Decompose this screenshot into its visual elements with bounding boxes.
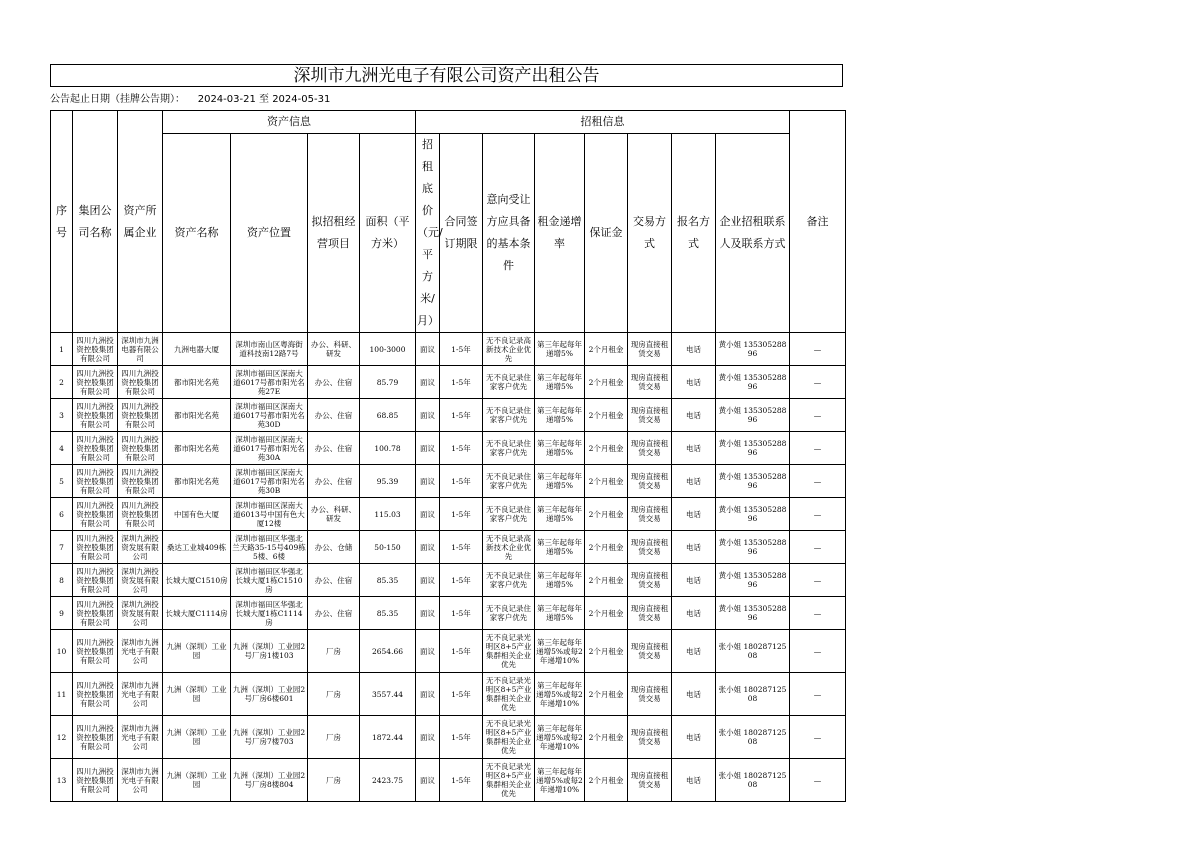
table-row	[51, 759, 846, 802]
table-row	[51, 399, 846, 432]
row-company: 深圳市九洲光电子有限公司	[118, 759, 163, 802]
row-remark: —	[790, 333, 846, 366]
row-company: 深圳九洲投资发展有限公司	[118, 597, 163, 630]
table-row	[51, 630, 846, 673]
row-conditions: 无不良记录住家客户优先	[483, 399, 535, 432]
row-contact: 黄小姐 13530528896	[716, 465, 790, 498]
row-company: 深圳市九洲光电子有限公司	[118, 673, 163, 716]
row-remark: —	[790, 630, 846, 673]
row-contact: 张小姐 18028712508	[716, 630, 790, 673]
row-deposit: 2个月租金	[585, 531, 628, 564]
row-location: 深圳市福田区深南大道6017号都市阳光名苑30D	[231, 399, 308, 432]
row-location: 深圳市福田区深南大道6017号都市阳光名苑30B	[231, 465, 308, 498]
row-signup: 电话	[672, 432, 716, 465]
row-area: 100-3000	[360, 333, 416, 366]
row-remark: —	[790, 564, 846, 597]
row-term: 1-5年	[440, 673, 483, 716]
header-area: 面积（平方米）	[360, 134, 416, 333]
row-term: 1-5年	[440, 399, 483, 432]
row-seq: 3	[51, 399, 73, 432]
table-row	[51, 564, 846, 597]
row-contact: 张小姐 18028712508	[716, 716, 790, 759]
row-company: 四川九洲投资控股集团有限公司	[118, 465, 163, 498]
row-deposit: 2个月租金	[585, 630, 628, 673]
row-deposit: 2个月租金	[585, 432, 628, 465]
row-group: 四川九洲投资控股集团有限公司	[73, 564, 118, 597]
row-contact: 黄小姐 13530528896	[716, 564, 790, 597]
row-deposit: 2个月租金	[585, 498, 628, 531]
row-seq: 11	[51, 673, 73, 716]
row-contact: 黄小姐 13530528896	[716, 597, 790, 630]
row-base-price: 面议	[416, 531, 440, 564]
row-contact: 张小姐 18028712508	[716, 673, 790, 716]
row-deposit: 2个月租金	[585, 759, 628, 802]
row-base-price: 面议	[416, 630, 440, 673]
row-trade: 现房直接租赁交易	[628, 432, 672, 465]
row-area: 95.39	[360, 465, 416, 498]
row-group: 四川九洲投资控股集团有限公司	[73, 759, 118, 802]
row-trade: 现房直接租赁交易	[628, 333, 672, 366]
row-location: 深圳市福田区深南大道6013号中国有色大厦12楼	[231, 498, 308, 531]
row-seq: 9	[51, 597, 73, 630]
row-location: 深圳市福田区华强北长城大厦1栋C1114房	[231, 597, 308, 630]
row-usage: 办公、仓储	[308, 531, 360, 564]
row-term: 1-5年	[440, 564, 483, 597]
row-area: 1872.44	[360, 716, 416, 759]
row-signup: 电话	[672, 759, 716, 802]
row-remark: —	[790, 399, 846, 432]
row-signup: 电话	[672, 630, 716, 673]
table-row	[51, 465, 846, 498]
row-increase: 第三年起每年递增5%	[535, 432, 585, 465]
row-area: 2423.75	[360, 759, 416, 802]
row-remark: —	[790, 673, 846, 716]
table-row	[51, 597, 846, 630]
header-lease-info: 招租信息	[416, 111, 790, 134]
row-company: 深圳市九洲电器有限公司	[118, 333, 163, 366]
row-company: 四川九洲投资控股集团有限公司	[118, 498, 163, 531]
row-usage: 办公、住宿	[308, 432, 360, 465]
row-group: 四川九洲投资控股集团有限公司	[73, 673, 118, 716]
row-term: 1-5年	[440, 498, 483, 531]
table-row	[51, 432, 846, 465]
header-group: 集团公司名称	[73, 111, 118, 333]
row-seq: 8	[51, 564, 73, 597]
row-group: 四川九洲投资控股集团有限公司	[73, 716, 118, 759]
row-seq: 7	[51, 531, 73, 564]
row-conditions: 无不良记录住家客户优先	[483, 432, 535, 465]
header-usage: 拟招租经营项目	[308, 134, 360, 333]
row-conditions: 无不良记录高新技术企业优先	[483, 531, 535, 564]
row-base-price: 面议	[416, 759, 440, 802]
row-seq: 12	[51, 716, 73, 759]
row-trade: 现房直接租赁交易	[628, 630, 672, 673]
row-trade: 现房直接租赁交易	[628, 399, 672, 432]
row-base-price: 面议	[416, 465, 440, 498]
row-signup: 电话	[672, 498, 716, 531]
row-usage: 办公、住宿	[308, 564, 360, 597]
row-contact: 张小姐 18028712508	[716, 759, 790, 802]
row-usage: 办公、科研、研发	[308, 333, 360, 366]
row-base-price: 面议	[416, 564, 440, 597]
row-usage: 办公、科研、研发	[308, 498, 360, 531]
row-signup: 电话	[672, 716, 716, 759]
row-asset-name: 都市阳光名苑	[163, 432, 231, 465]
header-asset-info: 资产信息	[163, 111, 416, 134]
row-group: 四川九洲投资控股集团有限公司	[73, 498, 118, 531]
row-company: 四川九洲投资控股集团有限公司	[118, 366, 163, 399]
asset-lease-table	[50, 110, 846, 802]
row-area: 115.03	[360, 498, 416, 531]
row-contact: 黄小姐 13530528896	[716, 333, 790, 366]
row-usage: 办公、住宿	[308, 597, 360, 630]
row-asset-name: 九洲（深圳）工业园	[163, 630, 231, 673]
row-group: 四川九洲投资控股集团有限公司	[73, 366, 118, 399]
row-location: 深圳市福田区深南大道6017号都市阳光名苑30A	[231, 432, 308, 465]
row-term: 1-5年	[440, 531, 483, 564]
row-location: 深圳市福田区深南大道6017号都市阳光名苑27E	[231, 366, 308, 399]
row-trade: 现房直接租赁交易	[628, 531, 672, 564]
row-group: 四川九洲投资控股集团有限公司	[73, 432, 118, 465]
row-term: 1-5年	[440, 630, 483, 673]
announcement-period	[50, 93, 330, 107]
row-term: 1-5年	[440, 759, 483, 802]
row-increase: 第三年起每年递增5%	[535, 597, 585, 630]
row-seq: 13	[51, 759, 73, 802]
row-trade: 现房直接租赁交易	[628, 465, 672, 498]
row-trade: 现房直接租赁交易	[628, 597, 672, 630]
header-company: 资产所属企业	[118, 111, 163, 333]
row-conditions: 无不良记录住家客户优先	[483, 597, 535, 630]
row-asset-name: 都市阳光名苑	[163, 366, 231, 399]
row-conditions: 无不良记录住家客户优先	[483, 498, 535, 531]
row-base-price: 面议	[416, 716, 440, 759]
row-company: 深圳九洲投资发展有限公司	[118, 531, 163, 564]
row-deposit: 2个月租金	[585, 399, 628, 432]
header-conditions: 意向受让方应具备的基本条件	[483, 134, 535, 333]
row-term: 1-5年	[440, 465, 483, 498]
header-increase: 租金递增率	[535, 134, 585, 333]
row-asset-name: 九洲（深圳）工业园	[163, 759, 231, 802]
row-signup: 电话	[672, 597, 716, 630]
row-location: 深圳市福田区华强北长城大厦1栋C1510房	[231, 564, 308, 597]
row-trade: 现房直接租赁交易	[628, 498, 672, 531]
table-body	[51, 333, 846, 802]
row-base-price: 面议	[416, 399, 440, 432]
row-trade: 现房直接租赁交易	[628, 564, 672, 597]
header-contact: 企业招租联系人及联系方式	[716, 134, 790, 333]
row-seq: 5	[51, 465, 73, 498]
row-increase: 第三年起每年递增5%	[535, 531, 585, 564]
row-remark: —	[790, 498, 846, 531]
row-asset-name: 都市阳光名苑	[163, 399, 231, 432]
row-base-price: 面议	[416, 597, 440, 630]
row-usage: 办公、住宿	[308, 399, 360, 432]
row-company: 四川九洲投资控股集团有限公司	[118, 399, 163, 432]
row-usage: 办公、住宿	[308, 366, 360, 399]
header-location: 资产位置	[231, 134, 308, 333]
header-term: 合同签订期限	[440, 134, 483, 333]
row-usage: 厂房	[308, 716, 360, 759]
row-trade: 现房直接租赁交易	[628, 716, 672, 759]
row-term: 1-5年	[440, 597, 483, 630]
row-remark: —	[790, 531, 846, 564]
row-area: 68.85	[360, 399, 416, 432]
row-group: 四川九洲投资控股集团有限公司	[73, 531, 118, 564]
row-conditions: 无不良记录住家客户优先	[483, 564, 535, 597]
row-area: 85.79	[360, 366, 416, 399]
row-increase: 第三年起每年递增5%或每2年递增10%	[535, 716, 585, 759]
row-group: 四川九洲投资控股集团有限公司	[73, 597, 118, 630]
table-row	[51, 673, 846, 716]
row-conditions: 无不良记录住家客户优先	[483, 366, 535, 399]
row-contact: 黄小姐 13530528896	[716, 432, 790, 465]
row-company: 深圳市九洲光电子有限公司	[118, 716, 163, 759]
row-remark: —	[790, 597, 846, 630]
row-term: 1-5年	[440, 366, 483, 399]
row-term: 1-5年	[440, 432, 483, 465]
row-location: 九洲（深圳）工业园2号厂房1楼103	[231, 630, 308, 673]
row-usage: 办公、住宿	[308, 465, 360, 498]
row-location: 九洲（深圳）工业园2号厂房7楼703	[231, 716, 308, 759]
row-seq: 2	[51, 366, 73, 399]
row-remark: —	[790, 432, 846, 465]
header-signup: 报名方式	[672, 134, 716, 333]
row-contact: 黄小姐 13530528896	[716, 366, 790, 399]
row-term: 1-5年	[440, 333, 483, 366]
row-base-price: 面议	[416, 673, 440, 716]
row-trade: 现房直接租赁交易	[628, 366, 672, 399]
row-conditions: 无不良记录光明区8+5产业集群相关企业优先	[483, 630, 535, 673]
row-company: 四川九洲投资控股集团有限公司	[118, 432, 163, 465]
row-trade: 现房直接租赁交易	[628, 673, 672, 716]
table-row	[51, 498, 846, 531]
row-increase: 第三年起每年递增5%	[535, 333, 585, 366]
row-asset-name: 桑达工业城409栋	[163, 531, 231, 564]
row-area: 85.35	[360, 564, 416, 597]
row-increase: 第三年起每年递增5%	[535, 564, 585, 597]
row-asset-name: 长城大厦C1510房	[163, 564, 231, 597]
row-group: 四川九洲投资控股集团有限公司	[73, 399, 118, 432]
table-row	[51, 333, 846, 366]
row-area: 85.35	[360, 597, 416, 630]
row-asset-name: 中国有色大厦	[163, 498, 231, 531]
row-increase: 第三年起每年递增5%或每2年递增10%	[535, 759, 585, 802]
row-seq: 10	[51, 630, 73, 673]
period-label: 公告起止日期（挂牌公告期）：	[50, 94, 185, 105]
row-signup: 电话	[672, 531, 716, 564]
table-row	[51, 366, 846, 399]
row-trade: 现房直接租赁交易	[628, 759, 672, 802]
row-remark: —	[790, 465, 846, 498]
header-trade: 交易方式	[628, 134, 672, 333]
row-asset-name: 都市阳光名苑	[163, 465, 231, 498]
row-asset-name: 九洲（深圳）工业园	[163, 673, 231, 716]
table-row	[51, 531, 846, 564]
header-remarks: 备注	[790, 111, 846, 333]
row-deposit: 2个月租金	[585, 564, 628, 597]
row-location: 深圳市福田区华强北兰天路35-15号409栋5楼、6楼	[231, 531, 308, 564]
row-deposit: 2个月租金	[585, 333, 628, 366]
row-deposit: 2个月租金	[585, 465, 628, 498]
row-conditions: 无不良记录光明区8+5产业集群相关企业优先	[483, 673, 535, 716]
row-usage: 厂房	[308, 630, 360, 673]
row-asset-name: 长城大厦C1114房	[163, 597, 231, 630]
row-conditions: 无不良记录住家客户优先	[483, 465, 535, 498]
table-row	[51, 716, 846, 759]
row-usage: 厂房	[308, 673, 360, 716]
document-title: 深圳市九洲光电子有限公司资产出租公告	[50, 64, 843, 87]
row-company: 深圳九洲投资发展有限公司	[118, 564, 163, 597]
row-deposit: 2个月租金	[585, 716, 628, 759]
row-contact: 黄小姐 13530528896	[716, 399, 790, 432]
row-group: 四川九洲投资控股集团有限公司	[73, 465, 118, 498]
row-base-price: 面议	[416, 366, 440, 399]
row-increase: 第三年起每年递增5%	[535, 465, 585, 498]
row-base-price: 面议	[416, 432, 440, 465]
row-remark: —	[790, 716, 846, 759]
period-value: 2024-03-21 至 2024-05-31	[197, 94, 331, 105]
row-area: 3557.44	[360, 673, 416, 716]
row-group: 四川九洲投资控股集团有限公司	[73, 333, 118, 366]
row-asset-name: 九洲电器大厦	[163, 333, 231, 366]
row-base-price: 面议	[416, 498, 440, 531]
row-contact: 黄小姐 13530528896	[716, 498, 790, 531]
header-deposit: 保证金	[585, 134, 628, 333]
row-deposit: 2个月租金	[585, 673, 628, 716]
row-increase: 第三年起每年递增5%	[535, 498, 585, 531]
row-area: 100.78	[360, 432, 416, 465]
row-conditions: 无不良记录高新技术企业优先	[483, 333, 535, 366]
row-remark: —	[790, 759, 846, 802]
row-base-price: 面议	[416, 333, 440, 366]
row-conditions: 无不良记录光明区8+5产业集群相关企业优先	[483, 759, 535, 802]
row-deposit: 2个月租金	[585, 597, 628, 630]
row-group: 四川九洲投资控股集团有限公司	[73, 630, 118, 673]
row-increase: 第三年起每年递增5%	[535, 366, 585, 399]
row-area: 50-150	[360, 531, 416, 564]
row-contact: 黄小姐 13530528896	[716, 531, 790, 564]
row-location: 深圳市南山区粤海街道科技南12路7号	[231, 333, 308, 366]
row-signup: 电话	[672, 673, 716, 716]
row-signup: 电话	[672, 564, 716, 597]
row-area: 2654.66	[360, 630, 416, 673]
row-asset-name: 九洲（深圳）工业园	[163, 716, 231, 759]
row-deposit: 2个月租金	[585, 366, 628, 399]
row-term: 1-5年	[440, 716, 483, 759]
row-signup: 电话	[672, 366, 716, 399]
header-asset-name: 资产名称	[163, 134, 231, 333]
row-increase: 第三年起每年递增5%	[535, 399, 585, 432]
row-seq: 6	[51, 498, 73, 531]
row-location: 九洲（深圳）工业园2号厂房6楼601	[231, 673, 308, 716]
row-signup: 电话	[672, 399, 716, 432]
row-remark: —	[790, 366, 846, 399]
row-seq: 4	[51, 432, 73, 465]
row-location: 九洲（深圳）工业园2号厂房8楼804	[231, 759, 308, 802]
row-increase: 第三年起每年递增5%或每2年递增10%	[535, 673, 585, 716]
row-seq: 1	[51, 333, 73, 366]
header-seq: 序号	[51, 111, 73, 333]
row-increase: 第三年起每年递增5%或每2年递增10%	[535, 630, 585, 673]
row-signup: 电话	[672, 465, 716, 498]
header-base-price: 招租底价（元/平方米/月）	[416, 134, 440, 333]
row-company: 深圳市九洲光电子有限公司	[118, 630, 163, 673]
row-conditions: 无不良记录光明区8+5产业集群相关企业优先	[483, 716, 535, 759]
row-usage: 厂房	[308, 759, 360, 802]
row-signup: 电话	[672, 333, 716, 366]
